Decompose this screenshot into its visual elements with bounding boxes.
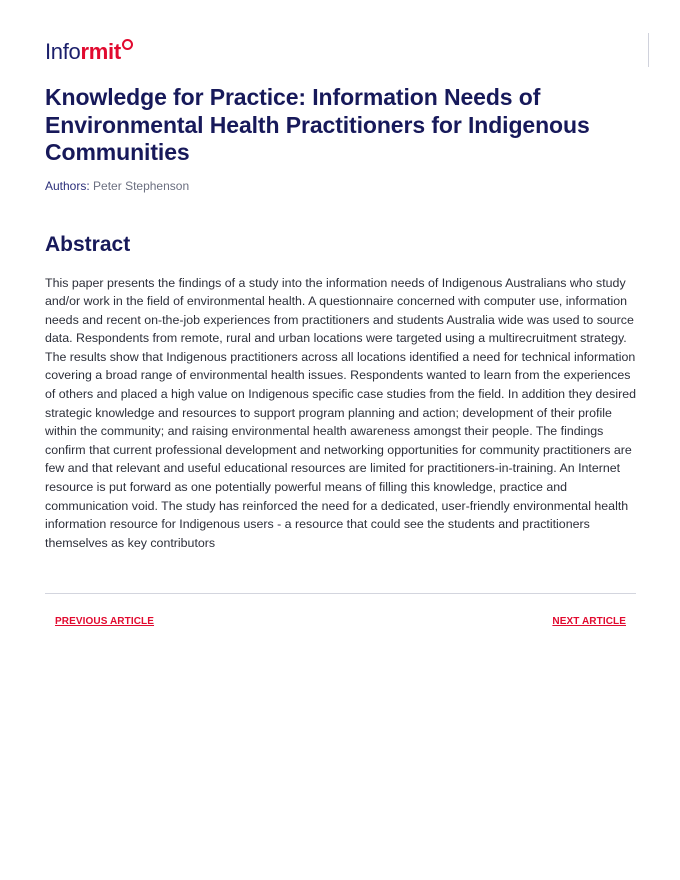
authors-label: Authors: bbox=[45, 178, 90, 193]
informit-logo[interactable] bbox=[45, 38, 636, 68]
authors-line bbox=[45, 179, 636, 194]
article-page bbox=[45, 38, 636, 565]
abstract-heading: Abstract bbox=[45, 232, 131, 256]
logo-text-rmit: rmit bbox=[80, 39, 121, 64]
article-title: Knowledge for Practice: Information Needs of Environmental Health Practitioners for Indigenous Communities bbox=[45, 84, 590, 165]
logo-ring-icon bbox=[122, 39, 133, 50]
next-article-link[interactable]: NEXT ARTICLE bbox=[552, 616, 626, 627]
content-divider bbox=[45, 593, 636, 594]
abstract-text: This paper presents the findings of a study into the information needs of Indigenous Australians who study and/or work in the field of environmental health. A questionnaire concerned with computer use, information needs and recent on-the-job experiences from practitioners and students Australia wide was used to source data. Respondents from remote, rural and urban locations were targeted using a multirecruitment strategy. The results show that Indigenous practitioners across all locations identified a need for technical information covering a broad range of environmental health issues. Respondents wanted to learn from the experiences of others and placed a high value on Indigenous specific case studies from the field. In addition they desired strategic knowledge and resources to support program planning and action; development of their profile within the community; and raising environmental health awareness amongst their people. The findings confirm that current professional development and networking opportunities for community practitioners are few and that relevant and useful educational resources are limited for practitioners-in-training. An Internet resource is put forward as one potentially powerful means of filling this knowledge, practice and communication void. The study has reinforced the need for a dedicated, user-friendly environmental health information resource for Indigenous users - a resource that could see the students and practitioners themselves as key contributors bbox=[45, 275, 636, 550]
author-name[interactable]: Peter Stephenson bbox=[93, 178, 190, 193]
logo-text-info: Info bbox=[45, 39, 81, 64]
previous-article-link[interactable]: PREVIOUS ARTICLE bbox=[55, 616, 155, 627]
header-side-divider bbox=[648, 33, 649, 67]
